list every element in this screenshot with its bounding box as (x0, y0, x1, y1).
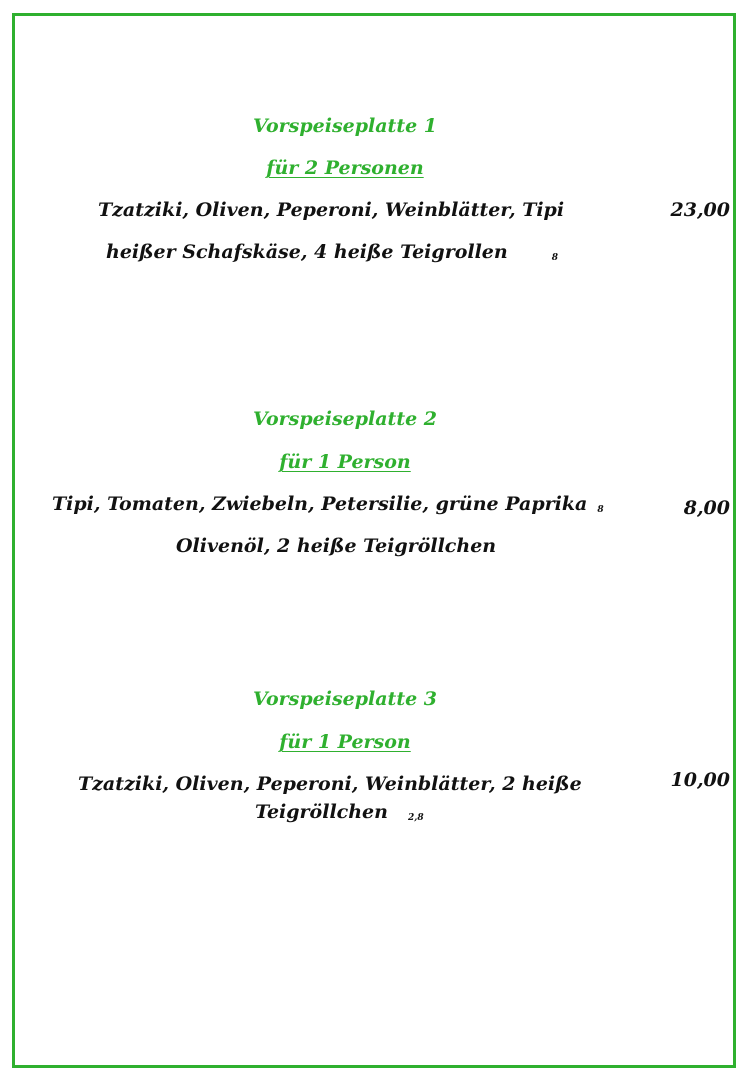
item-3-description-line-2 (255, 800, 424, 830)
item-2-description-text: Tipi, Tomaten, Zwiebeln, Petersilie, grüne Paprika (52, 493, 588, 515)
item-1-subtitle: für 2 Personen (266, 157, 424, 179)
item-2-allergen-note: 8 (597, 505, 604, 515)
item-3-title: Vorspeiseplatte 3 (252, 688, 438, 710)
item-2-description-line-1 (52, 492, 604, 522)
item-1-description-text: heißer Schafskäse, 4 heiße Teigrollen (106, 241, 508, 263)
item-3-description-text: Teigröllchen (255, 801, 388, 823)
item-2-description-line-2: Olivenöl, 2 heiße Teigröllchen (176, 535, 497, 557)
item-1-price: 23,00 (670, 199, 730, 221)
item-1-allergen-note: 8 (551, 253, 558, 263)
item-3-allergen-note: 2,8 (407, 813, 424, 823)
item-3-subtitle: für 1 Person (279, 731, 411, 753)
item-1-title: Vorspeiseplatte 1 (252, 115, 438, 137)
item-2-title: Vorspeiseplatte 2 (252, 408, 438, 430)
item-2-subtitle: für 1 Person (279, 451, 411, 473)
item-1-description-line-1: Tzatziki, Oliven, Peperoni, Weinblätter, Tipi (98, 199, 565, 221)
item-1-description-line-2 (106, 240, 558, 270)
item-3-price: 10,00 (670, 769, 730, 791)
item-3-description-line-1: Tzatziki, Oliven, Peperoni, Weinblätter, 2 heiße (78, 773, 582, 795)
item-2-price: 8,00 (683, 497, 730, 519)
